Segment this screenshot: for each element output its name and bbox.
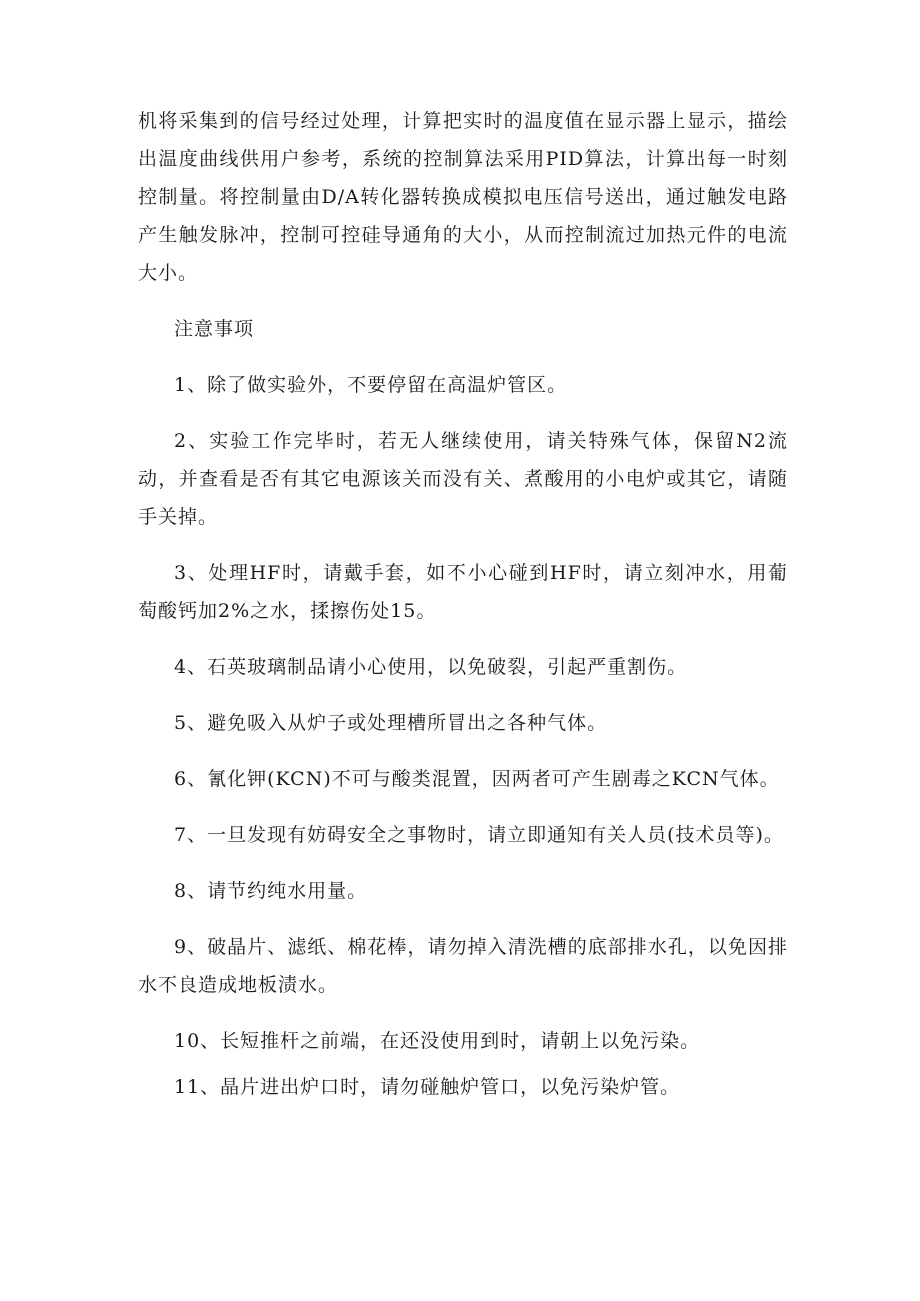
section-title: 注意事项 <box>174 318 255 340</box>
notice-item-11: 11、晶片进出炉口时，请勿碰触炉管口，以免污染炉管。 <box>174 1076 681 1098</box>
notice-item-9: 9、破晶片、滤纸、棉花棒，请勿掉入清洗槽的底部排水孔，以免因排水不良造成地板渍水。 <box>138 936 788 996</box>
intro-paragraph: 机将采集到的信号经过处理，计算把实时的温度值在显示器上显示，描绘出温度曲线供用户参考，系统的控制算法采用PID算法，计算出每一时刻控制量。将控制量由D/A转化器转换成模拟电压信号送出，通过触发电路产生触发脉冲，控制可控硅导通角的大小，从而控制流过加热元件的电流大小。 <box>138 110 788 284</box>
notice-item-6: 6、氰化钾(KCN)不可与酸类混置，因两者可产生剧毒之KCN气体。 <box>174 768 780 790</box>
notice-item-8: 8、请节约纯水用量。 <box>174 880 368 902</box>
notice-item-2: 2、实验工作完毕时，若无人继续使用，请关特殊气体，保留N2流动，并查看是否有其它电源该关而没有关、煮酸用的小电炉或其它，请随手关掉。 <box>138 430 788 528</box>
notice-item-7: 7、一旦发现有妨碍安全之事物时，请立即通知有关人员(技术员等)。 <box>174 824 784 846</box>
notice-item-5: 5、避免吸入从炉子或处理槽所冒出之各种气体。 <box>174 712 608 734</box>
notice-item-4: 4、石英玻璃制品请小心使用，以免破裂，引起严重割伤。 <box>174 656 688 678</box>
document-body <box>138 102 788 1124</box>
notice-item-10: 10、长短推杆之前端，在还没使用到时，请朝上以免污染。 <box>174 1030 701 1052</box>
notice-item-3: 3、处理HF时，请戴手套，如不小心碰到HF时，请立刻冲水，用葡萄酸钙加2%之水，揉擦伤处15。 <box>138 562 788 622</box>
notice-item-1: 1、除了做实验外，不要停留在高温炉管区。 <box>174 374 568 396</box>
